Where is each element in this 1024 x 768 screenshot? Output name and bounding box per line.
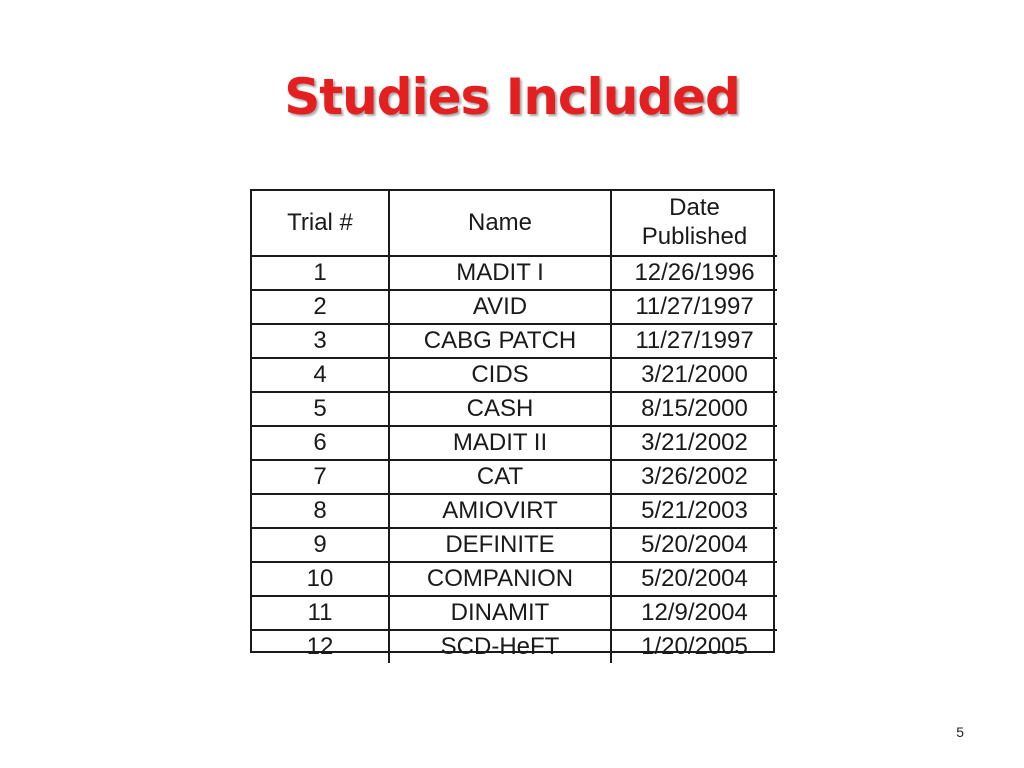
- table-row: [252, 392, 777, 426]
- cell-trial-number: 8: [252, 494, 389, 528]
- cell-name: CASH: [389, 392, 611, 426]
- table-row: [252, 630, 777, 663]
- table-row: [252, 596, 777, 630]
- cell-name: COMPANION: [389, 562, 611, 596]
- cell-name: SCD-HeFT: [389, 630, 611, 663]
- cell-trial-number: 2: [252, 290, 389, 324]
- cell-date: 12/9/2004: [611, 596, 777, 630]
- slide-title: Studies Included: [284, 68, 740, 126]
- cell-trial-number: 7: [252, 460, 389, 494]
- cell-name: DEFINITE: [389, 528, 611, 562]
- cell-trial-number: 10: [252, 562, 389, 596]
- cell-date: 5/20/2004: [611, 528, 777, 562]
- cell-name: CIDS: [389, 358, 611, 392]
- cell-name: MADIT I: [389, 256, 611, 290]
- cell-trial-number: 5: [252, 392, 389, 426]
- studies-table: [252, 191, 777, 663]
- cell-date: 5/21/2003: [611, 494, 777, 528]
- cell-date: 11/27/1997: [611, 324, 777, 358]
- table-row: [252, 562, 777, 596]
- table-header-row: [252, 191, 777, 256]
- cell-date: 1/20/2005: [611, 630, 777, 663]
- cell-name: CABG PATCH: [389, 324, 611, 358]
- table-row: [252, 324, 777, 358]
- table-row: [252, 426, 777, 460]
- cell-trial-number: 3: [252, 324, 389, 358]
- cell-date: 3/21/2000: [611, 358, 777, 392]
- table-row: [252, 460, 777, 494]
- table-row: [252, 256, 777, 290]
- cell-trial-number: 11: [252, 596, 389, 630]
- page-number: 5: [956, 724, 964, 740]
- table-row: [252, 494, 777, 528]
- header-name: Name: [389, 191, 611, 256]
- table-row: [252, 528, 777, 562]
- cell-trial-number: 12: [252, 630, 389, 663]
- cell-trial-number: 4: [252, 358, 389, 392]
- cell-trial-number: 9: [252, 528, 389, 562]
- table-row: [252, 290, 777, 324]
- table-row: [252, 358, 777, 392]
- cell-date: 11/27/1997: [611, 290, 777, 324]
- cell-date: 12/26/1996: [611, 256, 777, 290]
- cell-date: 8/15/2000: [611, 392, 777, 426]
- cell-name: AMIOVIRT: [389, 494, 611, 528]
- cell-date: 3/26/2002: [611, 460, 777, 494]
- cell-name: AVID: [389, 290, 611, 324]
- cell-date: 5/20/2004: [611, 562, 777, 596]
- header-date-published: Date Published: [611, 191, 777, 256]
- studies-table-container: [250, 189, 775, 660]
- cell-name: DINAMIT: [389, 596, 611, 630]
- cell-name: MADIT II: [389, 426, 611, 460]
- cell-date: 3/21/2002: [611, 426, 777, 460]
- cell-trial-number: 6: [252, 426, 389, 460]
- header-trial-number: Trial #: [252, 191, 389, 256]
- cell-name: CAT: [389, 460, 611, 494]
- cell-trial-number: 1: [252, 256, 389, 290]
